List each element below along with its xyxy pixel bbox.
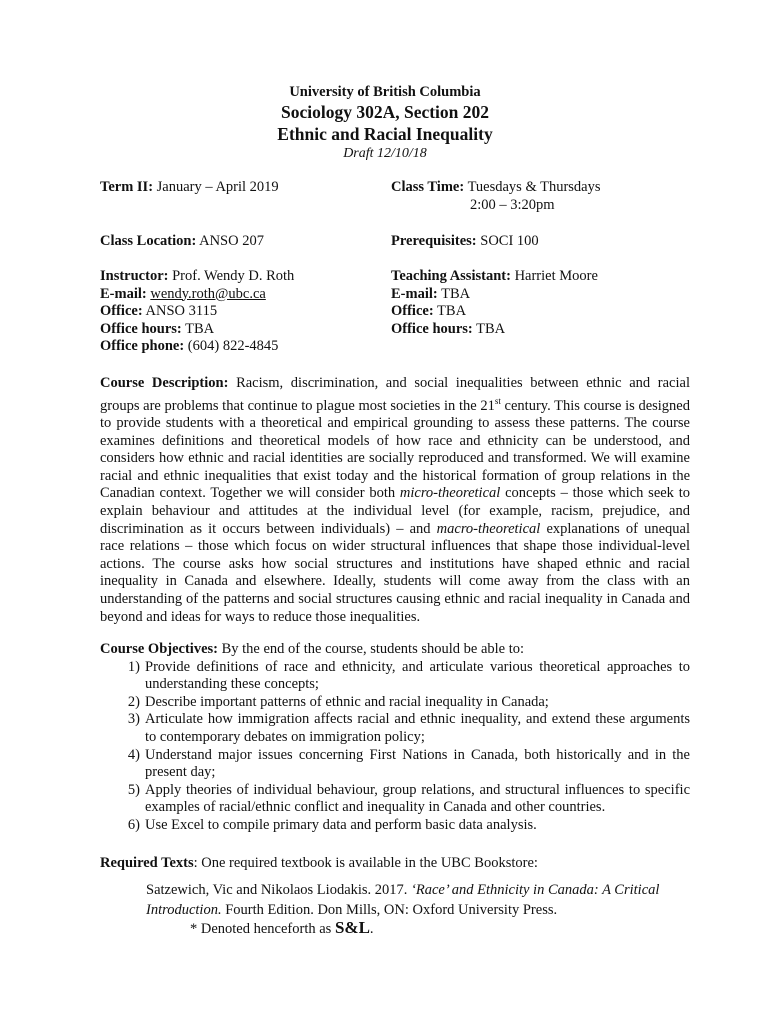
ta-email-value: TBA bbox=[441, 285, 471, 302]
note-abbreviation: S&L bbox=[334, 918, 370, 937]
course-title: Ethnic and Racial Inequality bbox=[277, 124, 493, 144]
required-texts-intro: : One required textbook is available in the UBC Bookstore: bbox=[193, 855, 538, 871]
term-label: Term II: bbox=[100, 179, 154, 195]
description-text-4: explanations of unequal race relations – those which focus on wider structural influences that shape those individual-level actions. The course asks how social structures and institutions have shaped ethnic and racial inequality in Canada and elsewhere. Ideally, students will come away from the class with an understanding of the patterns and social structures causing ethnic and racial inequality in Canada and beyond and ideas for ways to reduce those inequalities. bbox=[100, 520, 690, 625]
note-suffix: . bbox=[369, 921, 374, 937]
objective-item bbox=[100, 782, 690, 817]
location-label: Class Location: bbox=[100, 233, 197, 249]
ta-office-value: TBA bbox=[437, 303, 467, 319]
objective-item bbox=[100, 659, 690, 694]
textbook-title: ‘Race’ and Ethnicity in Canada: A Critical Introduction. bbox=[146, 882, 660, 918]
ta-info bbox=[391, 268, 598, 338]
description-text-1: Racism, discrimination, and social inequalities between ethnic and racial groups are problems that continue to plague most societies in the 21 bbox=[100, 375, 690, 414]
ta-office-label: Office: bbox=[391, 303, 434, 319]
term-value: January – April 2019 bbox=[156, 179, 279, 195]
office-hours-value: TBA bbox=[185, 320, 215, 337]
objective-text: Understand major issues concerning First Nations in Canada, both historically and in the present day; bbox=[145, 746, 690, 781]
note-prefix: * Denoted henceforth as bbox=[190, 921, 335, 937]
required-texts-label: Required Texts bbox=[100, 855, 194, 871]
class-time-info bbox=[391, 179, 601, 214]
description-text-3: concepts – those which seek to explain behaviour and attitudes at the individual level (for example, racism, prejudice, and discrimination as it occurs between individuals) – and bbox=[100, 485, 690, 537]
class-time-label: Class Time: bbox=[391, 179, 465, 195]
objectives-intro: By the end of the course, students should be able to: bbox=[221, 641, 525, 657]
ta-hours-value: TBA bbox=[476, 320, 506, 337]
course-description bbox=[100, 375, 690, 626]
prerequisites-value: SOCI 100 bbox=[480, 233, 539, 249]
objective-number: 5) bbox=[127, 781, 140, 798]
objective-number: 4) bbox=[127, 746, 140, 763]
objective-item bbox=[100, 817, 690, 835]
instructor-info bbox=[100, 268, 294, 356]
ta-email-label: E-mail: bbox=[391, 285, 438, 302]
textbook-publication: Fourth Edition. Don Mills, ON: Oxford University Press. bbox=[221, 902, 558, 918]
objective-text: Apply theories of individual behaviour, group relations, and structural influences to specific examples of racial/ethnic conflict and inequality in Canada and other countries. bbox=[145, 781, 690, 816]
objective-text: Articulate how immigration affects racial and ethnic inequality, and extend these arguments to contemporary debates on immigration policy; bbox=[145, 711, 690, 745]
course-number: Sociology 302A, Section 202 bbox=[280, 102, 490, 122]
objective-number: 2) bbox=[127, 693, 140, 710]
textbook-authors: Satzewich, Vic and Nikolaos Liodakis. 2017. bbox=[146, 882, 412, 898]
objectives-label: Course Objectives: bbox=[100, 641, 218, 657]
draft-date: Draft 12/10/18 bbox=[343, 146, 427, 161]
office-label: Office: bbox=[100, 303, 143, 319]
class-time-hours: 2:00 – 3:20pm bbox=[470, 196, 555, 213]
course-description-label: Course Description: bbox=[100, 375, 229, 391]
objective-number: 1) bbox=[127, 658, 140, 675]
office-phone-label: Office phone: bbox=[100, 338, 185, 354]
objective-text: Provide definitions of race and ethnicity, and articulate various theoretical approaches to understanding these concepts; bbox=[145, 658, 690, 693]
class-time-days: Tuesdays & Thursdays bbox=[467, 179, 601, 195]
instructor-name: Prof. Wendy D. Roth bbox=[172, 268, 295, 284]
objective-item bbox=[100, 694, 690, 712]
ta-name: Harriet Moore bbox=[514, 268, 598, 284]
document-header bbox=[0, 83, 770, 163]
description-superscript: st bbox=[494, 395, 501, 406]
objective-number: 3) bbox=[127, 711, 140, 728]
instructor-email-link[interactable]: wendy.roth@ubc.ca bbox=[150, 285, 266, 302]
office-hours-label: Office hours: bbox=[100, 320, 182, 337]
term-info bbox=[100, 179, 279, 197]
office-value: ANSO 3115 bbox=[145, 303, 218, 319]
ta-hours-label: Office hours: bbox=[391, 320, 473, 337]
objective-number: 6) bbox=[127, 816, 140, 833]
description-text-2: century. This course is designed to provide students with a theoretical and empirical grounding to assess these patterns. The course examines definitions and theoretical models of how race and ethnicity can be understood, and considers how ethnic and racial identities are socially reproduced and transformed. We will examine racial and ethnic inequalities that exist today and the historical formation of group relations in the Canadian context. Together we will consider both bbox=[100, 397, 690, 502]
textbook-reference bbox=[146, 880, 691, 920]
objective-item bbox=[100, 711, 690, 746]
ta-label: Teaching Assistant: bbox=[391, 268, 511, 284]
office-phone-value: (604) 822-4845 bbox=[187, 338, 279, 354]
course-objectives bbox=[100, 641, 690, 835]
objective-text: Use Excel to compile primary data and perform basic data analysis. bbox=[145, 816, 537, 833]
objective-text: Describe important patterns of ethnic and racial inequality in Canada; bbox=[145, 693, 549, 710]
instructor-label: Instructor: bbox=[100, 268, 169, 284]
university-name: University of British Columbia bbox=[289, 84, 481, 100]
prerequisites-info bbox=[391, 233, 539, 251]
objective-item bbox=[100, 747, 690, 782]
email-label: E-mail: bbox=[100, 285, 147, 302]
description-micro-term: micro-theoretical bbox=[399, 485, 501, 502]
location-info bbox=[100, 233, 264, 251]
location-value: ANSO 207 bbox=[199, 233, 264, 249]
abbreviation-note bbox=[190, 918, 374, 938]
required-texts bbox=[100, 855, 538, 873]
objectives-heading bbox=[100, 641, 690, 659]
description-macro-term: macro-theoretical bbox=[436, 520, 541, 537]
prerequisites-label: Prerequisites: bbox=[391, 233, 477, 249]
